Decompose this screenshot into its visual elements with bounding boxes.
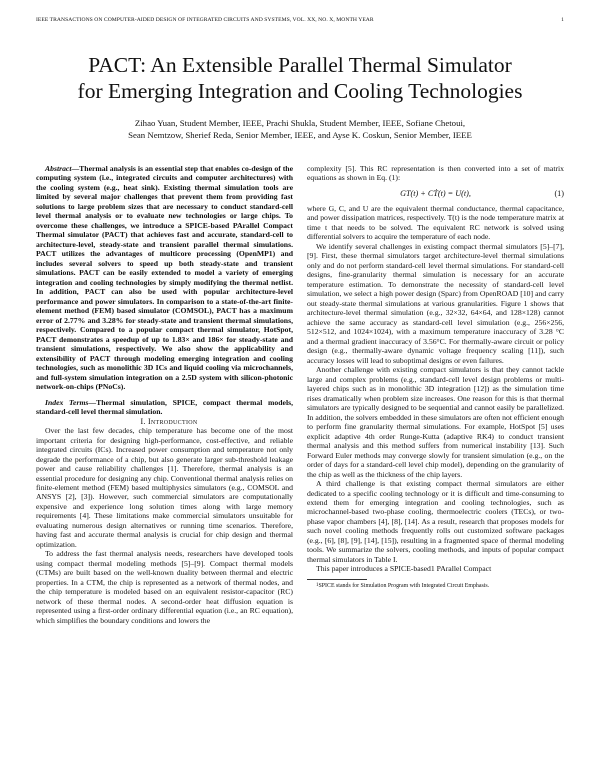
paragraph: We identify several challenges in existing compact thermal simulators [5]–[7], [9]. First, these thermal simulators target architecture-level thermal simulations only and do not perform standard-cell level thermal simulations. For standard-cell designs, fine-granularity thermal simulation is necessary for an accurate temperature estimation. To demonstrate the necessity of standard-cell level simulation, we select a high power design (Sparc) from OpenROAD [10] and carry out steady-state thermal simulations at various granularities. Figure 1 shows that architecture-level thermal simulation (e.g., 32×32, 64×64, and 128×128) cannot achieve the same accuracy as standard-cell level simulation (e.g., 256×256, 512×512, and 1024×1024), with a maximum temperature inaccuracy of 3.28 °C and a thermal gradient inaccuracy of 3.56°C. For thermally-aware circuit or policy design (e.g., thermally-aware dynamic voltage frequency scaling [11]), such accuracy losses will lead to suboptimal designs or even failures. (307, 241, 564, 365)
paragraph: To address the fast thermal analysis needs, researchers have developed tools using compact thermal modeling methods [5]–[9]. Compact thermal models (CTMs) are built based on the well-known duality between thermal and electric properties. In a CTM, the chip is represented as a network of thermal nodes, and the chip temperature is modeled based on an equivalent resistor-capacitor (RC) network of these thermal nodes. A second-order heat diffusion equation is represented using a first-order ordinary differential equation (i.e., an RC equation), which simplifies the boundary conditions and lowers the (36, 549, 293, 625)
equation-body: GT(t) + CṪ(t) = U(t), (400, 188, 471, 198)
paragraph: A third challenge is that existing compact thermal simulators are either dedicated to a specific cooling technology or it is difficult and time-consuming to extend them for emerging integration and cooling technologies, such as microchannel-based two-phase cooling, thermoelectric coolers (TECs), or two-phase vapor chambers [4], [8], [14]. As a result, research that proposes models for such novel cooling methods frequently rolls out customized software packages (e.g., [6], [8], [9], [14], [15]), resulting in a fragmented space of thermal modeling tools. We summarize the solvers, cooling methods, and inputs of popular compact thermal simulators in Table I. (307, 479, 564, 564)
equation-1 (307, 186, 564, 201)
title-line-2: for Emerging Integration and Cooling Technologies (77, 79, 523, 103)
abstract (36, 164, 293, 392)
index-terms (36, 398, 293, 417)
left-column (36, 164, 293, 625)
index-terms-label: Index Terms (45, 397, 89, 407)
footnote-rule (307, 579, 367, 580)
paragraph: This paper introduces a SPICE-based1 PArallel Compact (316, 564, 492, 574)
right-column (307, 164, 564, 590)
paragraph: where G, C, and U are the equivalent thermal conductance, thermal capacitance, and power dissipation matrices, respectively. T(t) is the node temperature matrix at time t that needs to be solved. The equivalent RC network is solved using differential solvers to acquire the temperature of each node. (307, 203, 564, 242)
equation-number: (1) (554, 188, 564, 198)
footnote-text: SPICE stands for Simulation Program with Integrated Circuit Emphasis. (318, 582, 490, 589)
paragraph: Another challenge with existing compact simulators is that they cannot tackle large and complex problems (e.g., standard-cell level design problems or multi-layered chips such as in monolithic 3D integration [12]) as the simulation time rises dramatically when problem size increases. One reason for this is that thermal simulators are typically designed to be sequential and cannot easily be parallelized. In addition, the solvers embedded in these simulators are often not efficient enough to perform fine granularity thermal simulations. For example, HotSpot [5] uses explicit adaptive 4th order Runge-Kutta (adaptive RK4) to conduct transient thermal analysis and this method suffers from numerical instability [13]. Such Forward Euler methods may converge slowly for transient simulation (e.g., on the order of days for a standard-cell level chip model), depending on the granularity of the chip as well as the thickness of the chip layers. (307, 365, 564, 479)
authors-line-2: Sean Nemtzow, Sherief Reda, Senior Member, IEEE, and Ayse K. Coskun, Senior Member, IEEE (128, 130, 472, 140)
authors-line-1: Zihao Yuan, Student Member, IEEE, Prachi Shukla, Student Member, IEEE, Sofiane Chetoui, (134, 118, 466, 128)
section-heading-introduction: I. Introduction (140, 416, 198, 426)
running-header (36, 17, 564, 27)
author-list (40, 117, 560, 141)
index-terms-text: —Thermal simulation, SPICE, compact thermal models, standard-cell level thermal simulation. (36, 397, 293, 417)
footnote-mark: 1 (316, 582, 319, 588)
paper-title (20, 52, 580, 104)
journal-header: IEEE TRANSACTIONS ON COMPUTER-AIDED DESIGN OF INTEGRATED CIRCUITS AND SYSTEMS, VOL. XX, NO. X, MONTH YEAR (36, 17, 374, 23)
page-number: 1 (561, 17, 564, 23)
title-line-1: PACT: An Extensible Parallel Thermal Simulator (88, 53, 512, 77)
abstract-label: Abstract (45, 164, 72, 173)
paragraph: Over the last few decades, chip temperature has become one of the most important criteria for designing high-performance, cost-effective, and reliable integrated circuits (ICs). Increased power consumption and temperature not only degrade the performance of a chip, but also generate larger sub-threshold leakage power and cause reliability challenges [1]. Therefore, thermal analysis is an essential procedure for designing any chip. Conventional thermal analysis relies on finite-element method (FEM) based multiphysics simulators (e.g., COMSOL and ANSYS [2], [3]). However, such commercial simulators are computationally expensive and experience long solution times along with large memory requirements [4]. These limitations make commercial simulators unsuitable for evaluating numerous design alternatives or running time scenarios. Therefore, having fast and accurate thermal analysis is crucial for chip design and thermal optimization. (36, 426, 293, 549)
paragraph: complexity [5]. This RC representation is then converted into a set of matrix equations as shown in Eq. (1): (307, 164, 564, 183)
footnote (307, 583, 564, 590)
abstract-text: —Thermal analysis is an essential step that enables co-design of the computing system (i.e., integrated circuits and computer architectures) with the cooling system (e.g., heat sink). Existing thermal simulation tools are limited by several major challenges that prevent them from providing fast solutions to large problem sizes that are necessary to conduct standard-cell level thermal analysis or to evaluate new technologies or large chips. To overcome these challenges, we introduce a SPICE-based PArallel Compact Thermal simulator (PACT) that achieves fast and accurate, standard-cell to architecture-level, steady-state and transient parallel thermal simulations. PACT utilizes the advantages of multicore processing (OpenMP1) and includes several solvers to speed up both steady-state and transient simulations. PACT can be easily extended to model a variety of emerging integration and cooling technologies by simply modifying the thermal netlist. In addition, PACT can also be used with popular architecture-level performance and power simulators. In comparison to a state-of-the-art finite-element method (FEM) based simulator (COMSOL), PACT has a maximum error of 2.77% and 3.28% for steady-state and transient thermal simulations, respectively. Compared to a popular compact thermal simulator, HotSpot, PACT demonstrates a speedup of up to 1.83× and 186× for steady-state and transient simulations, respectively. We also show the applicability and extensibility of PACT through modeling emerging integration and cooling technologies, such as monolithic 3D ICs and liquid cooling via microchannels, and full-system simulation integration on a 2.5D system with silicon-photonic network-on-chips (PNoCs). (36, 164, 293, 392)
